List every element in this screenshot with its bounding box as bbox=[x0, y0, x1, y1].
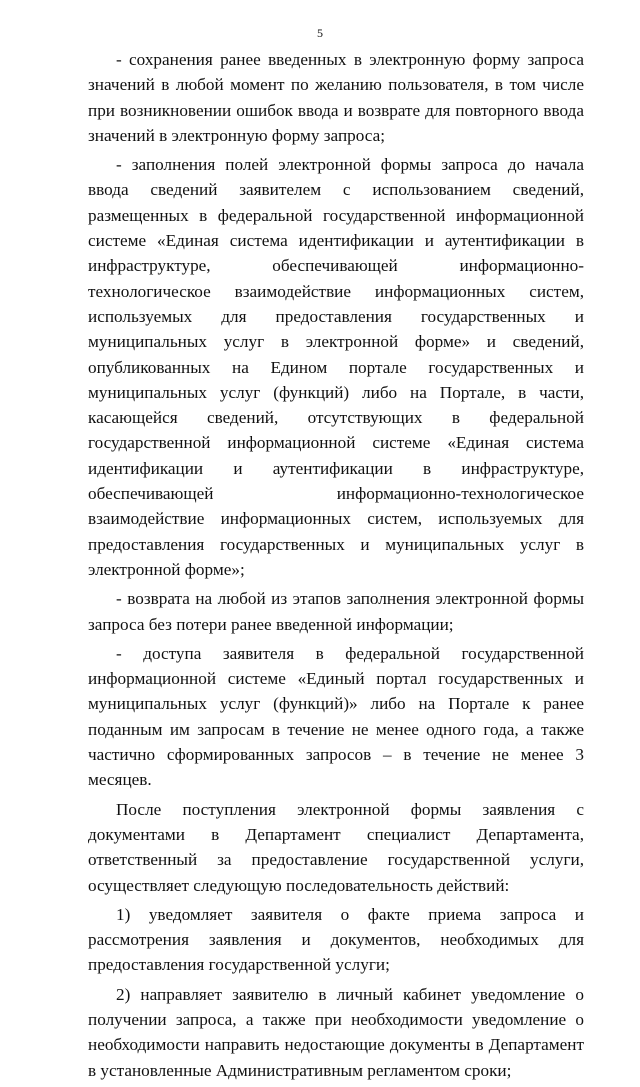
paragraph-7: 2) направляет заявителю в личный кабинет уведомление о получении запроса, а также при необходимости уведомление о необходимости направить недостающие документы в Департамент в установленные Административным регламентом сроки; bbox=[88, 984, 584, 1080]
paragraph-4: - доступа заявителя в федеральной государственной информационной системе «Единый портал государственных и муниципальных услуг (функций)» либо на Портале к ранее поданным им запросам в течение не менее одного года, а также частично сформированных запросов – в течение не менее 3 месяцев. bbox=[88, 643, 584, 790]
paragraph-3: - возврата на любой из этапов заполнения электронной формы запроса без потери ранее введенной информации; bbox=[88, 589, 584, 634]
paragraph-2: - заполнения полей электронной формы запроса до начала ввода сведений заявителем с использованием сведений, размещенных в федеральной государственной информационной системе «Единая система идентификации и аутентификации в инфраструктуре, обеспечивающей информационно-технологическое взаимодействие информационных систем, используемых для предоставления государственных и муниципальных услуг в электронной форме» и сведений, опубликованных на Едином портале государственных и муниципальных услуг (функций) либо на Портале, в части, касающейся сведений, отсутствующих в федеральной государственной информационной системе «Единая система идентификации и аутентификации в инфраструктуре, обеспечивающей информационно-технологическое взаимодействие информационных систем, используемых для предоставления государственных и муниципальных услуг в электронной форме»; bbox=[88, 155, 584, 579]
paragraph-5: После поступления электронной формы заявления с документами в Департамент специалист Департамента, ответственный за предоставление государственной услуги, осуществляет следующую последовательность действий: bbox=[88, 799, 584, 895]
page-number: 5 bbox=[317, 26, 323, 40]
paragraph-6: 1) уведомляет заявителя о факте приема запроса и рассмотрения заявления и документов, необходимых для предоставления государственной услуги; bbox=[88, 904, 584, 975]
paragraph-1: - сохранения ранее введенных в электронную форму запроса значений в любой момент по желанию пользователя, в том числе при возникновении ошибок ввода и возврате для повторного ввода значений в электронную форму запроса; bbox=[88, 50, 584, 145]
body-text bbox=[88, 47, 584, 1087]
